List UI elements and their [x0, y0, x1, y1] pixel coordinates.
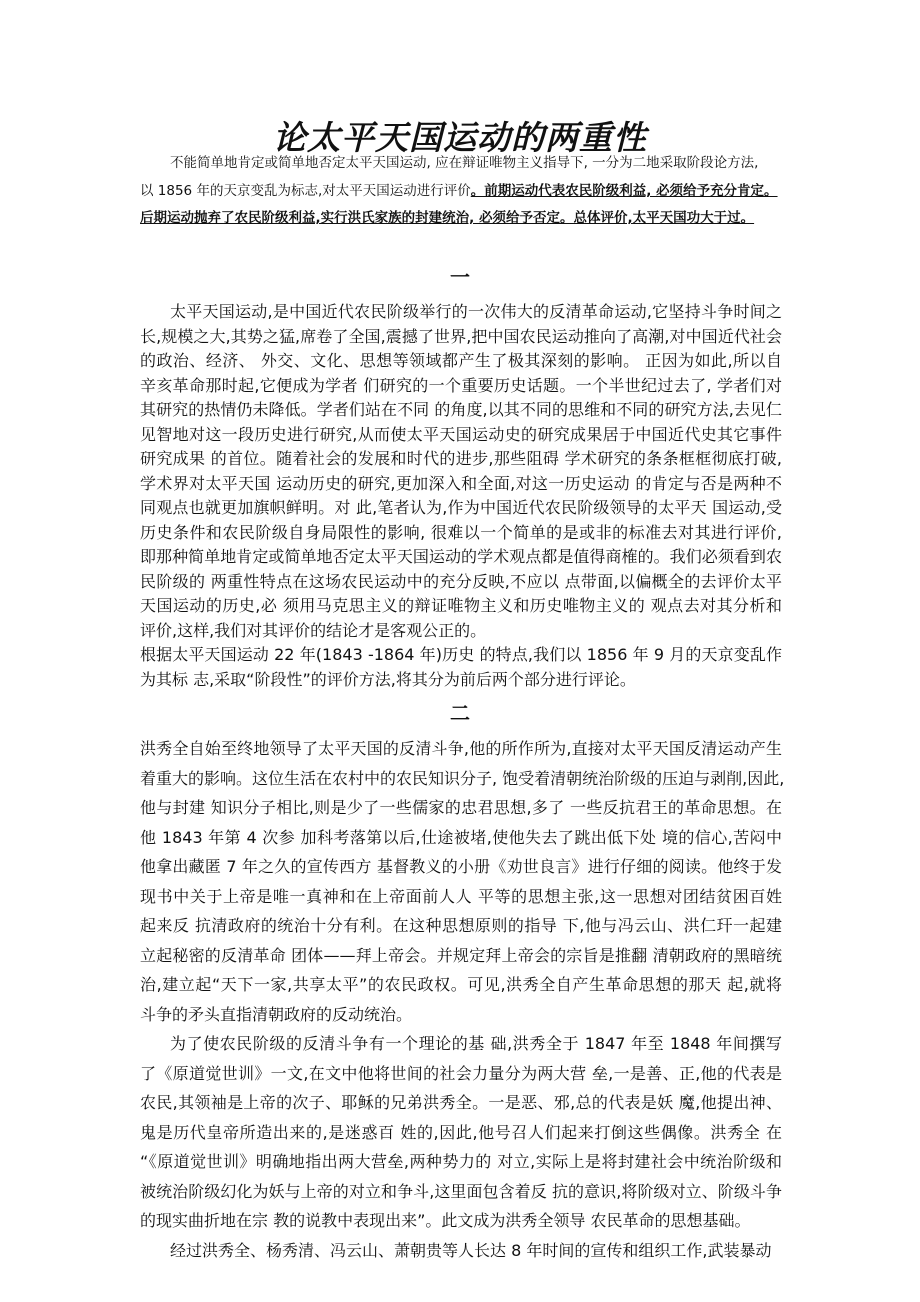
paragraph-line: 根据太平天国运动 22 年(1843 -1864 年)历史 的特点,我们以 1856 年 9 月的天京变乱作: [140, 645, 782, 664]
paragraph-line: 民阶级的 两重性特点在这场农民运动中的充分反映,不应以 点带面,以偏概全的去评价太平: [140, 571, 782, 591]
paragraph-line: 治,建立起“天下一家,共享太平”的农民政权。可见,洪秀全自产生革命思想的那天 起,就将: [140, 975, 782, 994]
paragraph-line: 为了使农民阶级的反清斗争有一个理论的基 础,洪秀全于 1847 年至 1848 年间撰写: [170, 1034, 782, 1053]
paragraph-line: 立起秘密的反清革命 团体——拜上帝会。并规定拜上帝会的宗旨是推翻 清朝政府的黑暗统: [140, 945, 782, 965]
paragraph-line: 其研究的热情仍未降低。学者们站在不同 的角度,以其不同的思维和不同的研究方法,去见仁: [140, 400, 782, 419]
paragraph-line: 长,规模之大,其势之猛,席卷了全国,震撼了世界,把中国农民运动推向了高潮,对中国近代社会: [140, 326, 782, 346]
paragraph-line: 评价,这样,我们对其评价的结论才是客观公正的。: [140, 620, 487, 640]
abstract-text: 以 1856 年的天京变乱为标志,对太平天国运动进行评价: [140, 183, 471, 199]
section-2-body: [140, 734, 785, 1265]
paragraph-line: 他与封建 知识分子相比,则是少了一些儒家的忠君思想,多了 一些反抗君王的革命思想。在: [140, 798, 782, 817]
paragraph-line: 农民,其领袖是上帝的次子、耶稣的兄弟洪秀全。一是恶、邪,总的代表是妖 魔,他提出神、: [140, 1093, 782, 1112]
paragraph-line: 洪秀全自始至终地领导了太平天国的反清斗争,他的所作所为,直接对太平天国反清运动产生: [140, 739, 782, 758]
paragraph-line: 斗争的矛头直指清朝政府的反动统治。: [140, 1004, 413, 1024]
paragraph-line: 经过洪秀全、杨秀清、冯云山、萧朝贵等人长达 8 年时间的宣传和组织工作,武装暴动: [170, 1240, 772, 1260]
paragraph-line: 了《原道觉世训》一文,在文中他将世间的社会力量分为两大营 垒,一是善、正,他的代表是: [140, 1063, 782, 1083]
abstract-line: [140, 205, 784, 232]
paragraph-line: 现书中关于上帝是唯一真神和在上帝面前人人 平等的思想主张,这一思想对团结贫困百姓: [140, 886, 782, 906]
paragraph-line: 他拿出藏匿 7 年之久的宣传西方 基督教义的小册《劝世良言》进行仔细的阅读。他终于发: [140, 857, 782, 876]
paragraph-line: 太平天国运动,是中国近代农民阶级举行的一次伟大的反清革命运动,它坚持斗争时间之: [170, 302, 782, 321]
paragraph-line: 历史条件和农民阶级自身局限性的影响, 很难以一个简单的是或非的标准去对其进行评价,: [140, 522, 782, 542]
paragraph-line: 被统治阶级幻化为妖与上帝的对立和争斗,这里面包含着反 抗的意识,将阶级对立、阶级斗争: [140, 1181, 782, 1201]
section-heading-2: 二: [450, 701, 470, 725]
paragraph-line: 的政治、经济、 外交、文化、思想等领域都产生了极其深刻的影响。 正因为如此,所以自: [140, 351, 782, 370]
paragraph-line: 辛亥革命那时起,它便成为学者 们研究的一个重要历史话题。一个半世纪过去了, 学者们对: [140, 375, 782, 395]
abstract-line: 不能简单地肯定或简单地否定太平天国运动, 应在辩证唯物主义指导下, 一分为二地采取阶段论方法,: [170, 155, 759, 171]
paragraph-line: 即那种简单地肯定或简单地否定太平天国运动的学术观点都是值得商榷的。我们必须看到农: [140, 547, 782, 566]
paragraph-line: 他 1843 年第 4 次参 加科考落第以后,仕途被堵,使他失去了跳出低下处 境的信心,苦闷中: [140, 827, 782, 847]
paragraph-line: 着重大的影响。这位生活在农村中的农民知识分子, 饱受着清朝统治阶级的压迫与剥削,因此,: [140, 768, 785, 788]
abstract-emphasis: 后期运动抛弃了农民阶级利益,实行洪氏家族的封建统治, 必须给予否定。总体评价,太平天国功大于过。: [140, 210, 755, 226]
paragraph-line: 学术界对太平天国 运动历史的研究,更加深入和全面,对这一历史运动 的肯定与否是两种不: [140, 473, 782, 493]
paragraph-line: 鬼是历代皇帝所造出来的,是迷惑百 姓的,因此,他号召人们起来打倒这些偶像。洪秀全 在: [140, 1122, 782, 1142]
section-1-body: [140, 300, 782, 692]
section-heading-1: 一: [450, 265, 470, 289]
document-title: 论太平天国运动的两重性: [273, 118, 647, 157]
paragraph-line: 同观点也就更加旗帜鲜明。对 此,笔者认为,作为中国近代农民阶级领导的太平天 国运动,受: [140, 498, 782, 517]
paragraph-line: 天国运动的历史,必 须用马克思主义的辩证唯物主义和历史唯物主义的 观点去对其分析和: [140, 596, 782, 615]
paragraph-line: 研究成果 的首位。随着社会的发展和时代的进步,那些阻碍 学术研究的条条框框彻底打破,: [140, 449, 782, 468]
paragraph-line: 为其标 志,采取“阶段性”的评价方法,将其分为前后两个部分进行评论。: [140, 669, 636, 689]
paragraph-line: 见智地对这一段历史进行研究,从而使太平天国运动史的研究成果居于中国近代史其它事件: [140, 424, 782, 444]
abstract-line: [140, 178, 784, 205]
paragraph-line: 起来反 抗清政府的统治十分有利。在这种思想原则的指导 下,他与冯云山、洪仁玕一起建: [140, 916, 782, 935]
paragraph-line: “《原道觉世训》明确地指出两大营垒,两种势力的 对立,实际上是将封建社会中统治阶级和: [140, 1152, 782, 1171]
paragraph-line: 的现实曲折地在宗 教的说教中表现出来”。此文成为洪秀全领导 农民革命的思想基础。: [140, 1211, 751, 1230]
abstract-emphasis: 。前期运动代表农民阶级利益, 必须给予充分肯定。: [470, 183, 778, 199]
